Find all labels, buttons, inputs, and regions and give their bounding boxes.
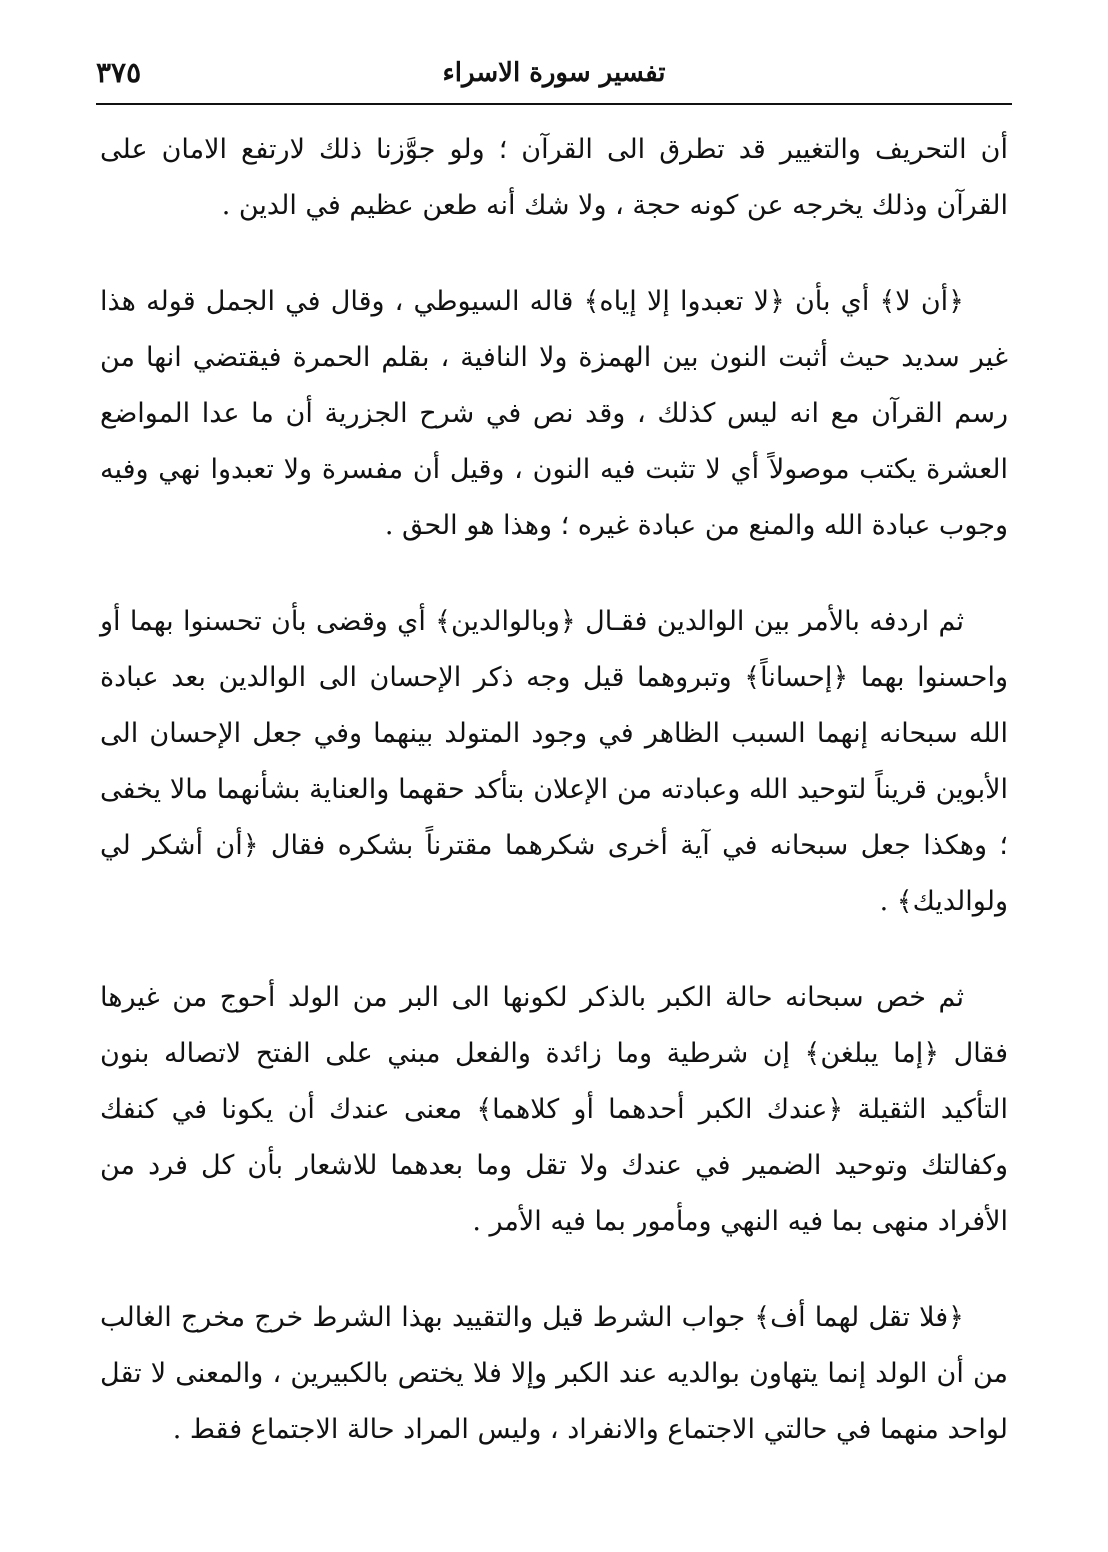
paragraph-5: ﴿فلا تقل لهما أف﴾ جواب الشرط قيل والتقييد بهذا الشرط خرج مخرج الغالب من أن الولد إنما يتهاون بوالديه عند الكبر وإلا فلا يختص بالكبيرين ، والمعنى لا تقل لواحد منهما في حالتي الاجتماع والانفراد ، وليس المراد حالة الاجتماع فقط .: [100, 1302, 1008, 1445]
page-header: [96, 52, 1012, 100]
header-rule: [96, 103, 1012, 105]
paragraph-1: أن التحريف والتغيير قد تطرق الى القرآن ؛ ولو جوَّزنا ذلك لارتفع الامان على القرآن وذلك يخرجه عن كونه حجة ، ولا شك أنه طعن عظيم في الدين .: [100, 134, 1008, 221]
running-title: تفسير سورة الاسراء: [442, 58, 666, 88]
paragraph-3: ثم اردفه بالأمر بين الوالدين فقـال ﴿وبالوالدين﴾ أي وقضى بأن تحسنوا بهما أو واحسنوا بهما ﴿إحساناً﴾ وتبروهما قيل وجه ذكر الإحسان الى الوالدين بعد عبادة الله سبحانه إنهما السبب الظاهر في وجود المتولد بينهما وفي جعل الإحسان الى الأبوين قريناً لتوحيد الله وعبادته من الإعلان بتأكد حقهما والعناية بشأنهما مالا يخفى ؛ وهكذا جعل سبحانه في آية أخرى شكرهما مقترناً بشكره فقال ﴿أن أشكر لي ولوالديك﴾ .: [100, 606, 1008, 917]
page-number: ٣٧٥: [96, 56, 142, 89]
paragraph-4: ثم خص سبحانه حالة الكبر بالذكر لكونها الى البر من الولد أحوج من غيرها فقال ﴿إما يبلغن﴾ إن شرطية وما زائدة والفعل مبني على الفتح لاتصاله بنون التأكيد الثقيلة ﴿عندك الكبر أحدهما أو كلاهما﴾ معنى عندك أن يكونا في كنفك وكفالتك وتوحيد الضمير في عندك ولا تقل وما بعدهما للاشعار بأن كل فرد من الأفراد منهى بما فيه النهي ومأمور بما فيه الأمر .: [100, 982, 1008, 1237]
body-text: [100, 122, 1008, 1498]
paragraph-2: ﴿أن لا﴾ أي بأن ﴿لا تعبدوا إلا إياه﴾ قاله السيوطي ، وقال في الجمل قوله هذا غير سديد حيث أثبت النون بين الهمزة ولا النافية ، بقلم الحمرة فيقتضي انها من رسم القرآن مع انه ليس كذلك ، وقد نص في شرح الجزرية أن ما عدا المواضع العشرة يكتب موصولاً أي لا تثبت فيه النون ، وقيل أن مفسرة ولا تعبدوا نهي وفيه وجوب عبادة الله والمنع من عبادة غيره ؛ وهذا هو الحق .: [100, 286, 1008, 541]
